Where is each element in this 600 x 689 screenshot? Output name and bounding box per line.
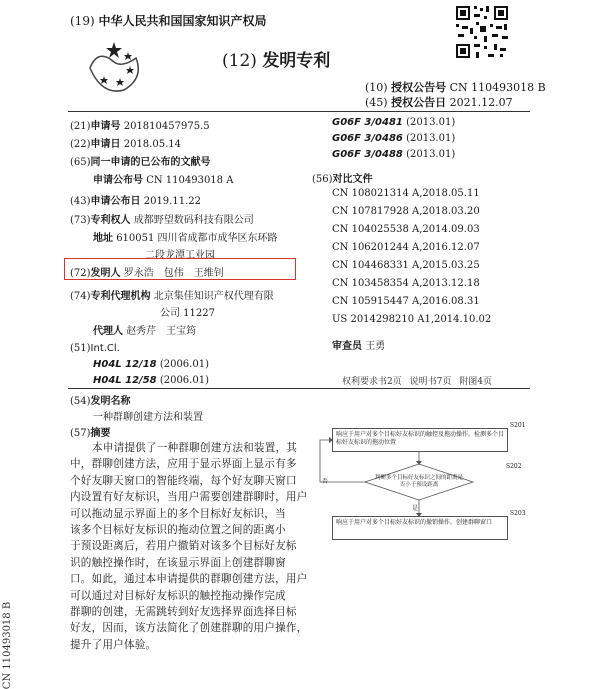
section-divider (68, 388, 530, 389)
side-patent-number: CN 110493018 B (2, 601, 14, 689)
flow-decision-s202: 判断多个目标好友标识之间的距离是否小于预设距离 (374, 475, 463, 488)
patent-agent: 代理人 赵秀芹 王宝筠 (93, 326, 197, 337)
flow-step-s203: 响应于用户对多个目标好友标识的撤销操作，创建群聊窗口 (332, 516, 508, 540)
flow-label-s202: S202 (506, 463, 522, 470)
abstract-text: 本申请提供了一种群聊创建方法和装置，其 中，群聊创建方法，应用于显示界面上显示有多 个好友聊天窗口的智能终端，每个好友聊天窗口 内设置有好友标识，当用户需要创建群聊时，用户 可以拖动显示界面上的多个目标好友标识，当 该多个目标好友标识的拖动位置之间的距离小 于预设距离后，若用户撤销对该多个目标好友标 识的触控操作时，在该显示界面上创建群聊窗 口。如此，通过本申请提供的群聊创建方法，用户 可以通过对目标好友标识的触控拖动操作完成 群聊的创建，无需跳转到好友选择界面选择目标 好友，因而，该方法简化了创建群聊的用户操作， 提升了用户体验。 (70, 442, 308, 651)
reference-item: CN 103458354 A,2013.12.18 (332, 278, 480, 289)
application-number: (21)申请号 201810457975.5 (70, 121, 210, 132)
ipc-entry-right: G06F 3/0486 (2013.01) (332, 133, 456, 144)
patent-agency: (74)专利代理机构 北京集佳知识产权代理有限 (70, 291, 274, 302)
patent-office-emblem-icon (84, 38, 156, 96)
document-type: (12) 发明专利 (222, 51, 331, 71)
patentee: (73)专利权人 成都野望数码科技有限公司 (70, 215, 254, 226)
inventor: (72)发明人 罗永浩 包伟 王维钊 (70, 268, 224, 279)
examiner: 审查员 王勇 (332, 341, 386, 352)
reference-item: US 2014298210 A1,2014.10.02 (332, 314, 492, 325)
same-application-heading: (65)同一申请的已公布的文献号 (70, 157, 211, 168)
reference-item: CN 106201244 A,2016.12.07 (332, 242, 480, 253)
reference-item: CN 107817928 A,2018.03.20 (332, 206, 480, 217)
flow-step-s201: 响应于用户对多个目标好友标识的触控及拖动操作，检测多个目标好友标识的拖动位置 (332, 428, 508, 452)
ipc-entry-right: G06F 3/0481 (2013.01) (332, 117, 456, 128)
reference-item: CN 104025538 A,2014.09.03 (332, 224, 480, 235)
int-cl-heading: (51)Int.Cl. (70, 343, 120, 354)
flow-label-s203: S203 (510, 510, 526, 517)
patent-agency-line2: 公司 11227 (160, 308, 215, 319)
flow-no-label: 否 (322, 478, 329, 485)
ipc-entry-right: G06F 3/0488 (2013.01) (332, 149, 456, 160)
application-pub-number: 申请公布号 CN 110493018 A (93, 175, 234, 186)
patentee-address: 地址 610051 四川省成都市成华区东环路 (93, 233, 278, 244)
office-header: (19) 中华人民共和国国家知识产权局 (70, 14, 267, 28)
references-heading: (56)对比文件 (312, 174, 373, 185)
application-pub-date: (43)申请公布日 2019.11.22 (70, 196, 201, 207)
flow-label-s201: S201 (510, 422, 526, 429)
grant-pub-date: (45) 授权公告日 2021.12.07 (365, 96, 513, 109)
header-divider (68, 111, 530, 112)
reference-item: CN 104468331 A,2015.03.25 (332, 260, 480, 271)
patentee-address-line2: 二段龙潭工业园 (145, 250, 215, 261)
grant-pub-number: (10) 授权公告号 CN 110493018 B (365, 81, 546, 94)
flow-yes-label: 是 (412, 505, 419, 512)
ipc-entry: H04L 12/18 (2006.01) (93, 359, 209, 370)
page-counts: 权利要求书2页 说明书7页 附图4页 (342, 377, 492, 387)
invention-title-heading: (54)发明名称 (70, 396, 131, 407)
invention-title: 一种群聊创建方法和装置 (93, 412, 203, 423)
reference-item: CN 105915447 A,2016.08.31 (332, 296, 480, 307)
qr-code (454, 4, 510, 60)
abstract-heading: (57)摘要 (70, 428, 111, 439)
application-date: (22)申请日 2018.05.14 (70, 139, 181, 150)
reference-item: CN 108021314 A,2018.05.11 (332, 188, 480, 199)
ipc-entry: H04L 12/58 (2006.01) (93, 375, 209, 386)
